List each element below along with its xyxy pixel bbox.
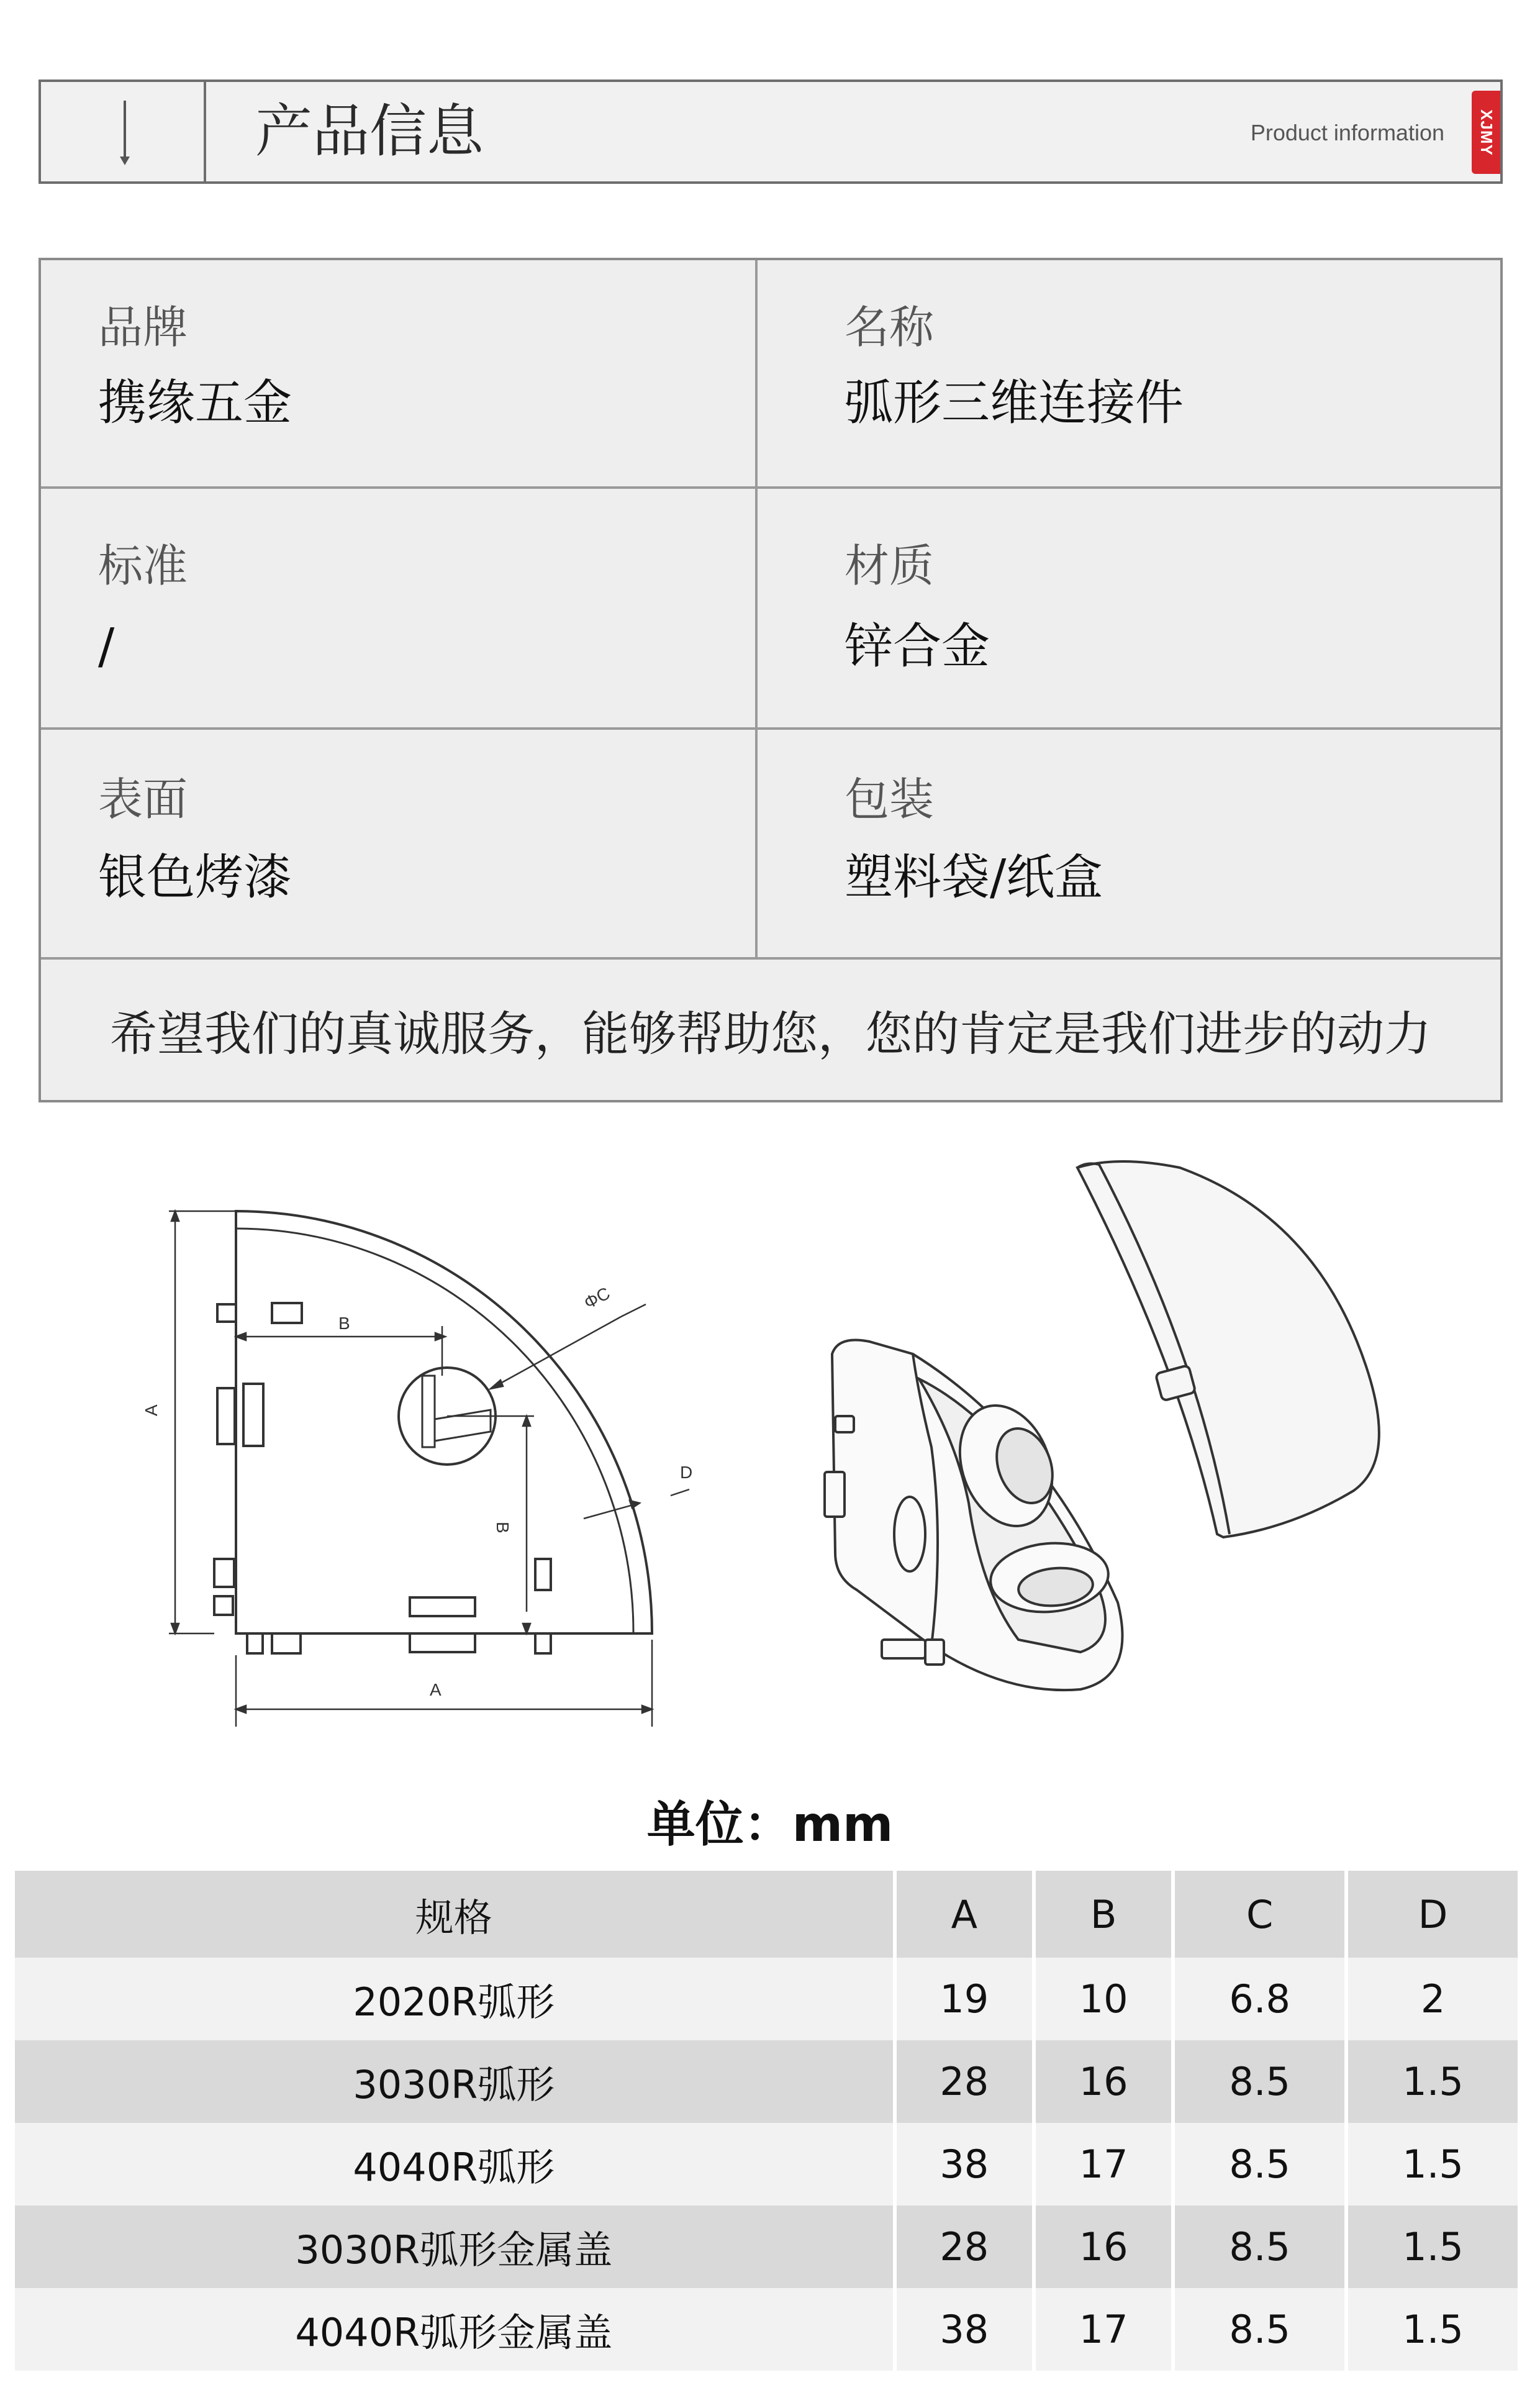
section-subtitle: Product information <box>1250 120 1444 145</box>
table-cell: 3030R弧形金属盖 <box>15 2206 893 2288</box>
table-cell: 8.5 <box>1175 2040 1344 2123</box>
section-header <box>38 80 1503 184</box>
table-header-row <box>15 1871 1518 1958</box>
info-row <box>41 260 1500 489</box>
table-cell: 4040R弧形金属盖 <box>15 2288 893 2371</box>
material-value: 锌合金 <box>845 619 990 675</box>
column-header: D <box>1348 1871 1518 1958</box>
table-cell: 8.5 <box>1175 2123 1344 2206</box>
table-cell: 16 <box>1036 2040 1171 2123</box>
table-row <box>15 2206 1518 2288</box>
cover-cap-3d <box>1077 1161 1379 1537</box>
section-title: 产品信息 <box>255 98 484 165</box>
table-cell: 1.5 <box>1348 2288 1518 2371</box>
down-arrow-icon <box>41 82 206 181</box>
table-cell: 28 <box>897 2206 1032 2288</box>
info-cell-packaging <box>758 730 1500 957</box>
dim-label-b-horizontal: B <box>338 1314 350 1333</box>
info-cell-brand <box>41 260 758 486</box>
table-cell: 17 <box>1036 2288 1171 2371</box>
connector-body-3d <box>825 1340 1123 1691</box>
info-row <box>41 730 1500 960</box>
table-cell: 2 <box>1348 1958 1518 2040</box>
name-value: 弧形三维连接件 <box>845 375 1184 431</box>
info-row <box>41 960 1500 1100</box>
column-header: 规格 <box>15 1871 893 1958</box>
header-arrow-box <box>41 82 206 181</box>
table-cell: 8.5 <box>1175 2206 1344 2288</box>
name-label: 名称 <box>845 301 935 353</box>
standard-value: / <box>98 619 115 675</box>
table-cell: 1.5 <box>1348 2040 1518 2123</box>
table-cell: 6.8 <box>1175 1958 1344 2040</box>
table-cell: 1.5 <box>1348 2123 1518 2206</box>
info-row <box>41 489 1500 730</box>
table-row <box>15 1958 1518 2040</box>
brand-logo: XJMY <box>1472 91 1500 174</box>
service-note: 希望我们的真诚服务，能够帮助您，您的肯定是我们进步的动力 <box>110 1006 1431 1061</box>
table-cell: 4040R弧形 <box>15 2123 893 2206</box>
column-header: B <box>1036 1871 1171 1958</box>
table-row <box>15 2123 1518 2206</box>
technical-drawing <box>0 1137 1540 1770</box>
material-label: 材质 <box>845 540 935 592</box>
packaging-label: 包装 <box>845 773 935 825</box>
table-cell: 16 <box>1036 2206 1171 2288</box>
table-cell: 19 <box>897 1958 1032 2040</box>
surface-value: 银色烤漆 <box>98 850 292 906</box>
info-cell-material <box>758 489 1500 727</box>
unit-label: 单位：mm <box>646 1797 894 1853</box>
table-cell: 38 <box>897 2123 1032 2206</box>
dim-label-c: ΦC <box>581 1283 614 1313</box>
table-cell: 8.5 <box>1175 2288 1344 2371</box>
table-cell: 17 <box>1036 2123 1171 2206</box>
drawing-outline <box>236 1211 652 1633</box>
table-row <box>15 2040 1518 2123</box>
table-cell: 1.5 <box>1348 2206 1518 2288</box>
table-cell: 10 <box>1036 1958 1171 2040</box>
dim-label-a-horizontal: A <box>430 1680 442 1699</box>
table-cell: 2020R弧形 <box>15 1958 893 2040</box>
standard-label: 标准 <box>98 540 188 592</box>
brand-value: 携缘五金 <box>98 375 292 431</box>
column-header: C <box>1175 1871 1344 1958</box>
surface-label: 表面 <box>98 773 188 825</box>
product-info-grid <box>38 258 1503 1102</box>
spec-table <box>15 1871 1525 2371</box>
info-cell-surface <box>41 730 758 957</box>
brand-label: 品牌 <box>98 301 188 353</box>
info-cell-name <box>758 260 1500 486</box>
dim-label-b-vertical: B <box>493 1522 512 1533</box>
dim-label-a-vertical: A <box>142 1404 161 1416</box>
table-cell: 3030R弧形 <box>15 2040 893 2123</box>
packaging-value: 塑料袋/纸盒 <box>845 850 1103 906</box>
table-cell: 28 <box>897 2040 1032 2123</box>
info-cell-standard <box>41 489 758 727</box>
table-row <box>15 2288 1518 2371</box>
table-cell: 38 <box>897 2288 1032 2371</box>
column-header: A <box>897 1871 1032 1958</box>
dim-label-d: D <box>680 1463 693 1482</box>
